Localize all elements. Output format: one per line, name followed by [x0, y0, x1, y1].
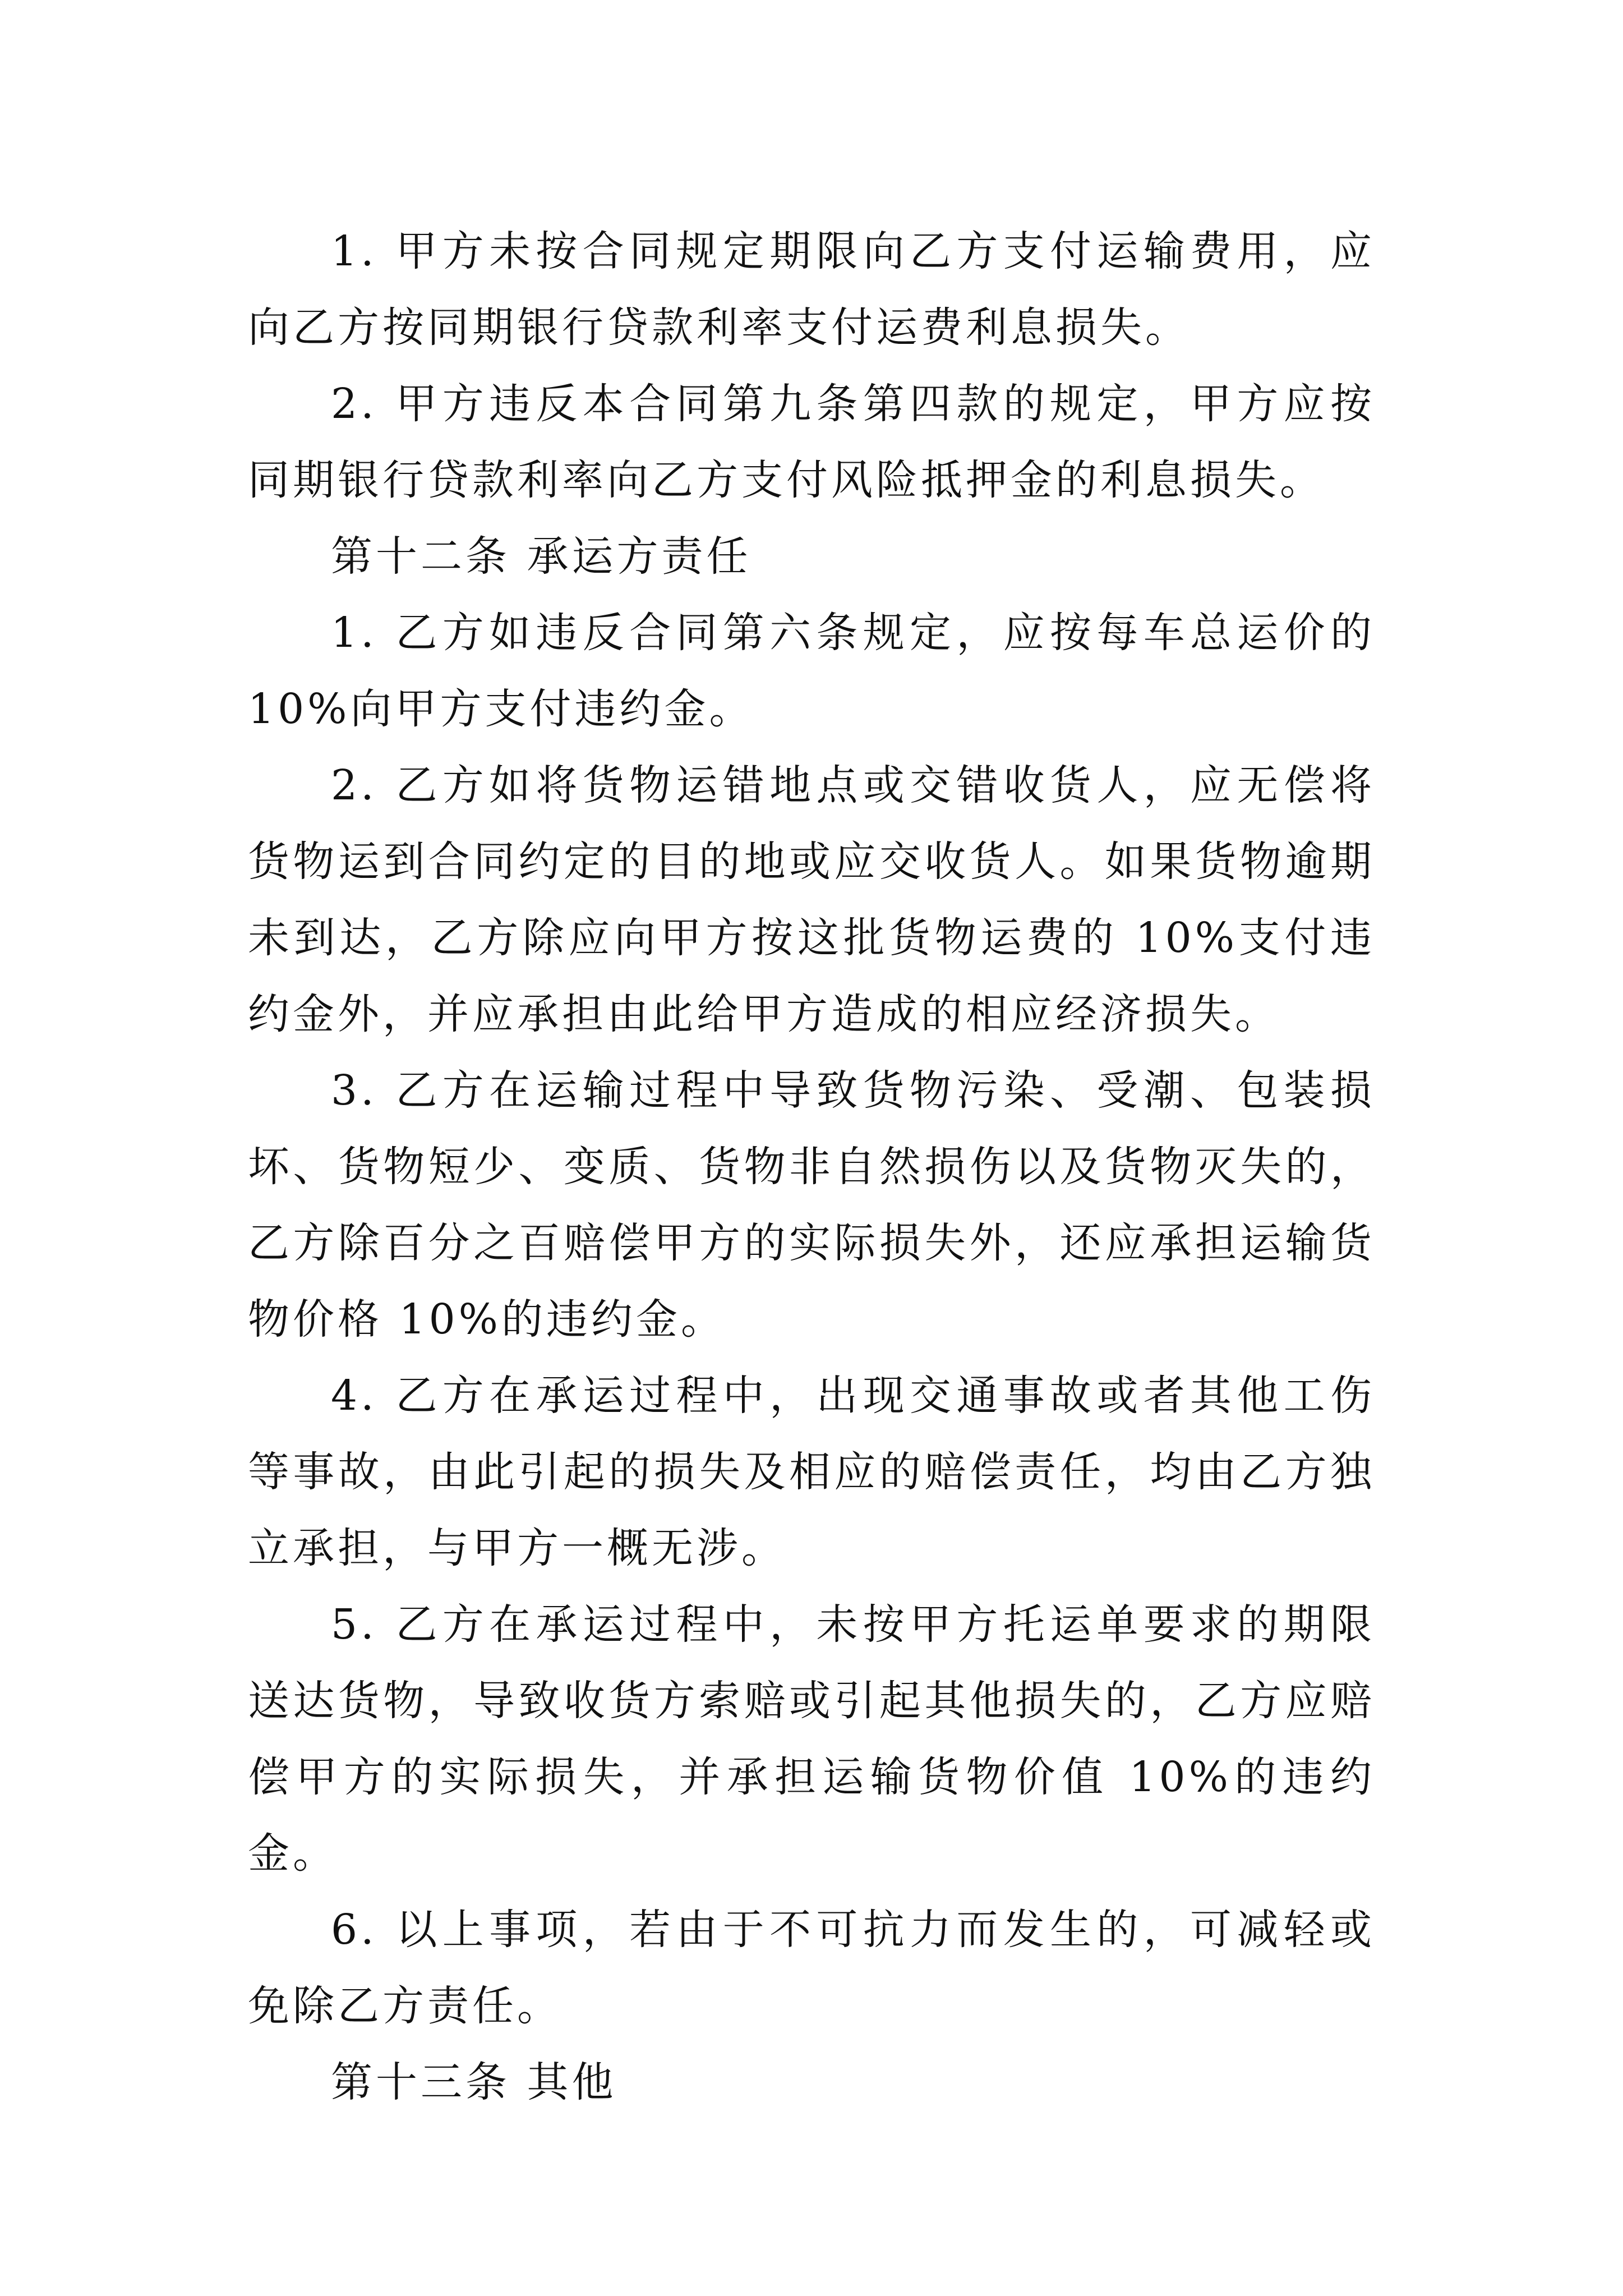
- clause-paragraph: 2. 乙方如将货物运错地点或交错收货人，应无偿将货物运到合同约定的目的地或应交收货人。如果货物逾期未到达，乙方除应向甲方按这批货物运费的 10%支付违约金外，并应承担由此给甲方造成的相应经济损失。: [248, 761, 1375, 1038]
- clause-paragraph: 1. 甲方未按合同规定期限向乙方支付运输费用，应向乙方按同期银行贷款利率支付运费利息损失。: [248, 227, 1375, 352]
- article-heading: 第十二条 承运方责任: [331, 532, 751, 581]
- clause-paragraph: 3. 乙方在运输过程中导致货物污染、受潮、包装损坏、货物短少、变质、货物非自然损伤以及货物灭失的，乙方除百分之百赔偿甲方的实际损失外，还应承担运输货物价格 10%的违约金。: [248, 1066, 1375, 1343]
- clause-paragraph: 1. 乙方如违反合同第六条规定，应按每车总运价的 10%向甲方支付违约金。: [248, 609, 1375, 733]
- clause-paragraph: 4. 乙方在承运过程中，出现交通事故或者其他工伤等事故，由此引起的损失及相应的赔偿责任，均由乙方独立承担，与甲方一概无涉。: [248, 1372, 1375, 1572]
- article-heading: 第十三条 其他: [331, 2058, 617, 2106]
- clause-paragraph: 2. 甲方违反本合同第九条第四款的规定，甲方应按同期银行贷款利率向乙方支付风险抵押金的利息损失。: [248, 380, 1375, 504]
- document-body: [248, 213, 1375, 2120]
- clause-paragraph: 5. 乙方在承运过程中，未按甲方托运单要求的期限送达货物，导致收货方索赔或引起其他损失的，乙方应赔偿甲方的实际损失，并承担运输货物价值 10%的违约金。: [248, 1600, 1375, 1878]
- clause-paragraph: 6. 以上事项，若由于不可抗力而发生的，可减轻或免除乙方责任。: [248, 1906, 1375, 2030]
